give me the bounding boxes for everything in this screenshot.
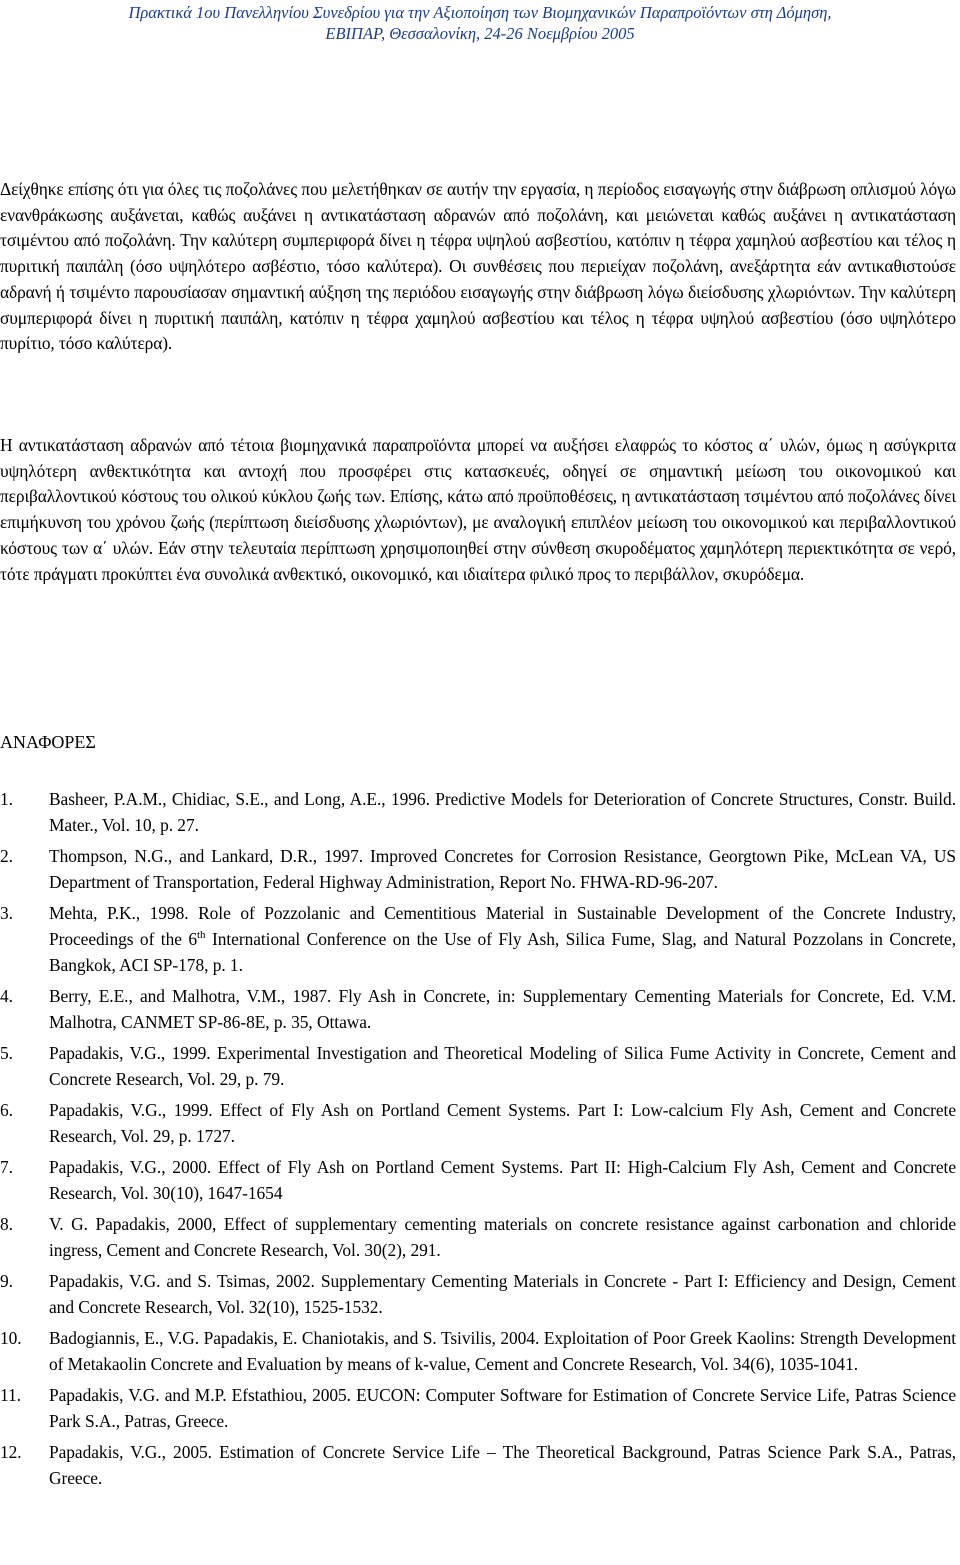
reference-item-5 (0, 1040, 956, 1092)
reference-number: 2. (0, 846, 13, 866)
reference-text: Basheer, P.A.M., Chidiac, S.E., and Long, A.E., 1996. Predictive Models for Deterioration of Concrete Structures, Constr. Build. Mater., Vol. 10, p. 27. (49, 789, 956, 835)
reference-number: 6. (0, 1100, 13, 1120)
reference-text: Papadakis, V.G. and S. Tsimas, 2002. Supplementary Cementing Materials in Concrete - Part I: Efficiency and Design, Cement and Concrete Research, Vol. 32(10), 1525-1532. (49, 1271, 956, 1317)
reference-number: 12. (0, 1442, 22, 1462)
running-header-line-1: Πρακτικά 1ου Πανελληνίου Συνεδρίου για την Αξιοποίηση των Βιομηχανικών Παραπροϊόντων στη Δόμηση, (128, 3, 832, 22)
reference-item-12 (0, 1439, 956, 1491)
running-header (0, 2, 960, 44)
reference-number: 5. (0, 1043, 13, 1063)
reference-item-3 (0, 900, 956, 978)
reference-number: 10. (0, 1328, 22, 1348)
reference-number: 11. (0, 1385, 21, 1405)
reference-text: Papadakis, V.G., 1999. Experimental Investigation and Theoretical Modeling of Silica Fume Activity in Concrete, Cement and Concrete Research, Vol. 29, p. 79. (49, 1043, 956, 1089)
reference-text-end: International Conference on the Use of Fly Ash, Silica Fume, Slag, and Natural Pozzolans in Concrete, Bangkok, ACI SP-178, p. 1. (49, 929, 956, 975)
running-header-line-2: ΕΒΙΠΑΡ, Θεσσαλονίκη, 24-26 Νοεμβρίου 2005 (325, 24, 635, 43)
reference-superscript: th (197, 929, 206, 942)
reference-text: Berry, E.E., and Malhotra, V.M., 1987. Fly Ash in Concrete, in: Supplementary Cementing Materials for Concrete, Ed. V.M. Malhotra, CANMET SP-86-8E, p. 35, Ottawa. (49, 986, 956, 1032)
reference-text: Papadakis, V.G. and M.P. Efstathiou, 2005. EUCON: Computer Software for Estimation of Concrete Service Life, Patras Science Park S.A., Patras, Greece. (49, 1385, 956, 1431)
body-paragraph-2: Η αντικατάσταση αδρανών από τέτοια βιομηχανικά παραπροϊόντα μπορεί να αυξήσει ελαφρώς το κόστος α΄ υλών, όμως η ασύγκριτα υψηλότερη ανθεκτικότητα και αντοχή που προσφέρει στις κατασκευές, οδηγεί σε σημαντική μείωση του οικονομικού και περιβαλλοντικού κόστους του ολικού κύκλου ζωής των. Επίσης, κάτω από προϋποθέσεις, η αντικατάσταση τσιμέντου από ποζολάνες δίνει επιμήκυνση του χρόνου ζωής (περίπτωση διείσδυσης χλωριόντων), με αναλογική επιπλέον μείωση του οικονομικού και περιβαλλοντικού κόστους των α΄ υλών. Εάν στην τελευταία περίπτωση χρησιμοποιηθεί στην σύνθεση σκυροδέματος χαμηλότερη περιεκτικότητα σε νερό, τότε πράγματι προκύπτει ένα συνολικά ανθεκτικό, οικονομικό, και ιδιαίτερα φιλικό προς το περιβάλλον, σκυρόδεμα. (0, 435, 956, 584)
reference-item-2 (0, 843, 956, 895)
references-heading: ΑΝΑΦΟΡΕΣ (0, 732, 96, 752)
reference-number: 3. (0, 903, 13, 923)
reference-number: 8. (0, 1214, 13, 1234)
reference-text: Papadakis, V.G., 2005. Estimation of Concrete Service Life – The Theoretical Background, Patras Science Park S.A., Patras, Greece. (49, 1442, 956, 1488)
reference-item-11 (0, 1382, 956, 1434)
reference-item-9 (0, 1268, 956, 1320)
reference-number: 1. (0, 789, 13, 809)
reference-number: 9. (0, 1271, 13, 1291)
reference-number: 7. (0, 1157, 13, 1177)
reference-text: Badogiannis, E., V.G. Papadakis, E. Chaniotakis, and S. Tsivilis, 2004. Exploitation of Poor Greek Kaolins: Strength Development of Metakaolin Concrete and Evaluation by means of k-value, Cement and Concrete Research, Vol. 34(6), 1035-1041. (49, 1328, 956, 1374)
reference-text: Papadakis, V.G., 1999. Effect of Fly Ash on Portland Cement Systems. Part I: Low-calcium Fly Ash, Cement and Concrete Research, Vol. 29, p. 1727. (49, 1100, 956, 1146)
reference-text-start: Mehta, P.K., 1998. Role of Pozzolanic and Cementitious Material in Sustainable Development of the Concrete Industry, Proceedings of the 6 (49, 903, 956, 949)
references-list (0, 786, 956, 1496)
reference-item-7 (0, 1154, 956, 1206)
reference-item-8 (0, 1211, 956, 1263)
reference-item-6 (0, 1097, 956, 1149)
reference-item-1 (0, 786, 956, 838)
reference-text: V. G. Papadakis, 2000, Effect of supplementary cementing materials on concrete resistance against carbonation and chloride ingress, Cement and Concrete Research, Vol. 30(2), 291. (49, 1214, 956, 1260)
reference-item-10 (0, 1325, 956, 1377)
reference-number: 4. (0, 986, 13, 1006)
reference-text: Thompson, N.G., and Lankard, D.R., 1997. Improved Concretes for Corrosion Resistance, Georgtown Pike, McLean VA, US Department of Transportation, Federal Highway Administration, Report No. FHWA-RD-96-207. (49, 846, 956, 892)
reference-text: Papadakis, V.G., 2000. Effect of Fly Ash on Portland Cement Systems. Part II: High-Calcium Fly Ash, Cement and Concrete Research, Vol. 30(10), 1647-1654 (49, 1157, 956, 1203)
body-paragraph-1: Δείχθηκε επίσης ότι για όλες τις ποζολάνες που μελετήθηκαν σε αυτήν την εργασία, η περίοδος εισαγωγής στην διάβρωση οπλισμού λόγω ενανθράκωσης αυξάνεται, καθώς αυξάνει η αντικατάσταση αδρανών από ποζολάνη, και μειώνεται καθώς αυξάνει η αντικατάσταση τσιμέντου από ποζολάνη. Την καλύτερη συμπεριφορά δίνει η τέφρα υψηλού ασβεστίου, κατόπιν η τέφρα χαμηλού ασβεστίου και τέλος η πυριτική παιπάλη (όσο υψηλότερο ασβέστιο, τόσο καλύτερα). Οι συνθέσεις που περιείχαν ποζολάνη, ανεξάρτητα εάν αντικαθιστούσε αδρανή ή τσιμέντο παρουσίασαν σημαντική αύξηση της περιόδου εισαγωγής στην διάβρωση λόγω διείσδυσης χλωριόντων. Την καλύτερη συμπεριφορά δίνει η πυριτική παιπάλη, κατόπιν η τέφρα χαμηλού ασβεστίου και τέλος η τέφρα υψηλού ασβεστίου (όσο υψηλότερο πυρίτιο, τόσο καλύτερα). (0, 179, 956, 354)
reference-item-4 (0, 983, 956, 1035)
